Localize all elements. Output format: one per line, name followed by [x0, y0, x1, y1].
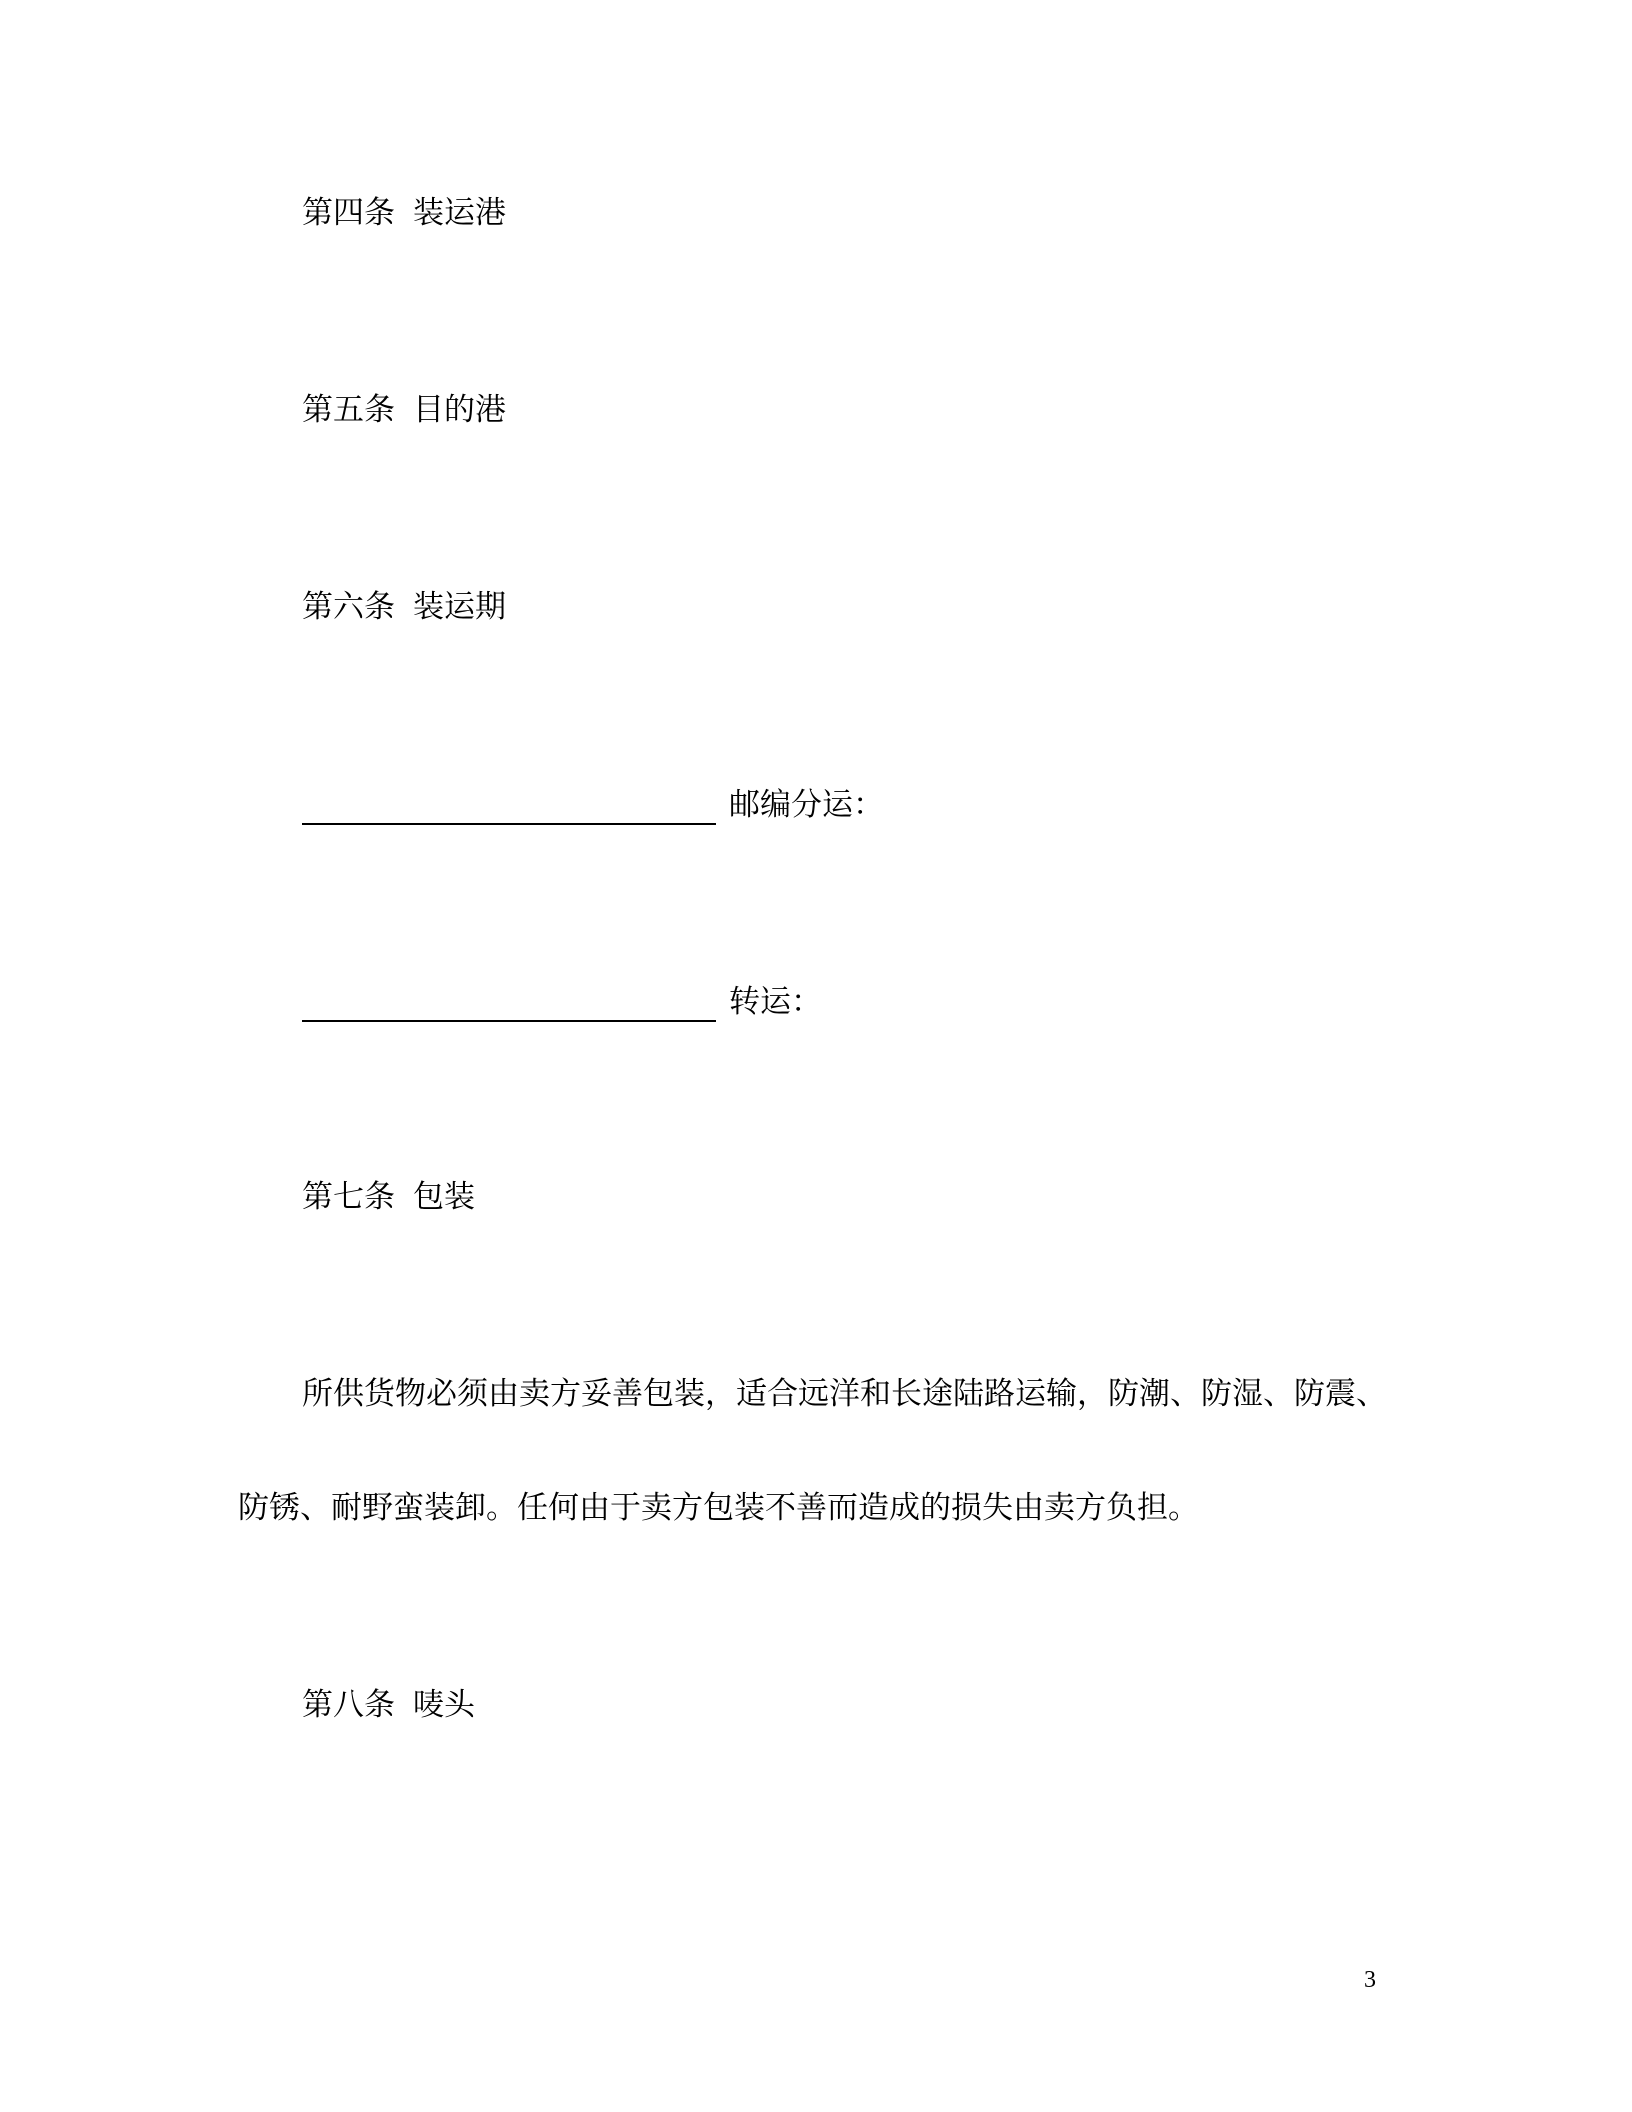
clause-6-heading [302, 587, 506, 627]
clause-5-heading [302, 390, 506, 430]
page-number: 3 [1364, 1967, 1376, 1993]
partial-shipment-label: 邮编分运： [729, 787, 884, 823]
clause-7-number: 第七条 [302, 1179, 395, 1215]
clause-6-number: 第六条 [302, 589, 395, 625]
transshipment-label: 转运： [729, 984, 822, 1020]
clause-5-number: 第五条 [302, 392, 395, 428]
transshipment-blank[interactable] [302, 1020, 716, 1022]
packing-paragraph-line-1: 所供货物必须由卖方妥善包装，适合远洋和长途陆路运输，防潮、防湿、防震、 [302, 1376, 1387, 1412]
packing-paragraph-line-2: 防锈、耐野蛮装卸。任何由于卖方包装不善而造成的损失由卖方负担。 [238, 1490, 1199, 1526]
clause-6-title: 装运期 [413, 589, 506, 625]
clause-7-heading [302, 1177, 475, 1217]
clause-4-heading [302, 193, 506, 233]
clause-7-title: 包装 [413, 1179, 475, 1215]
clause-8-title: 唛头 [413, 1687, 475, 1723]
clause-4-title: 装运港 [413, 195, 506, 231]
partial-shipment-blank[interactable] [302, 823, 716, 825]
clause-8-number: 第八条 [302, 1687, 395, 1723]
clause-4-number: 第四条 [302, 195, 395, 231]
clause-5-title: 目的港 [413, 392, 506, 428]
clause-8-heading [302, 1685, 475, 1725]
